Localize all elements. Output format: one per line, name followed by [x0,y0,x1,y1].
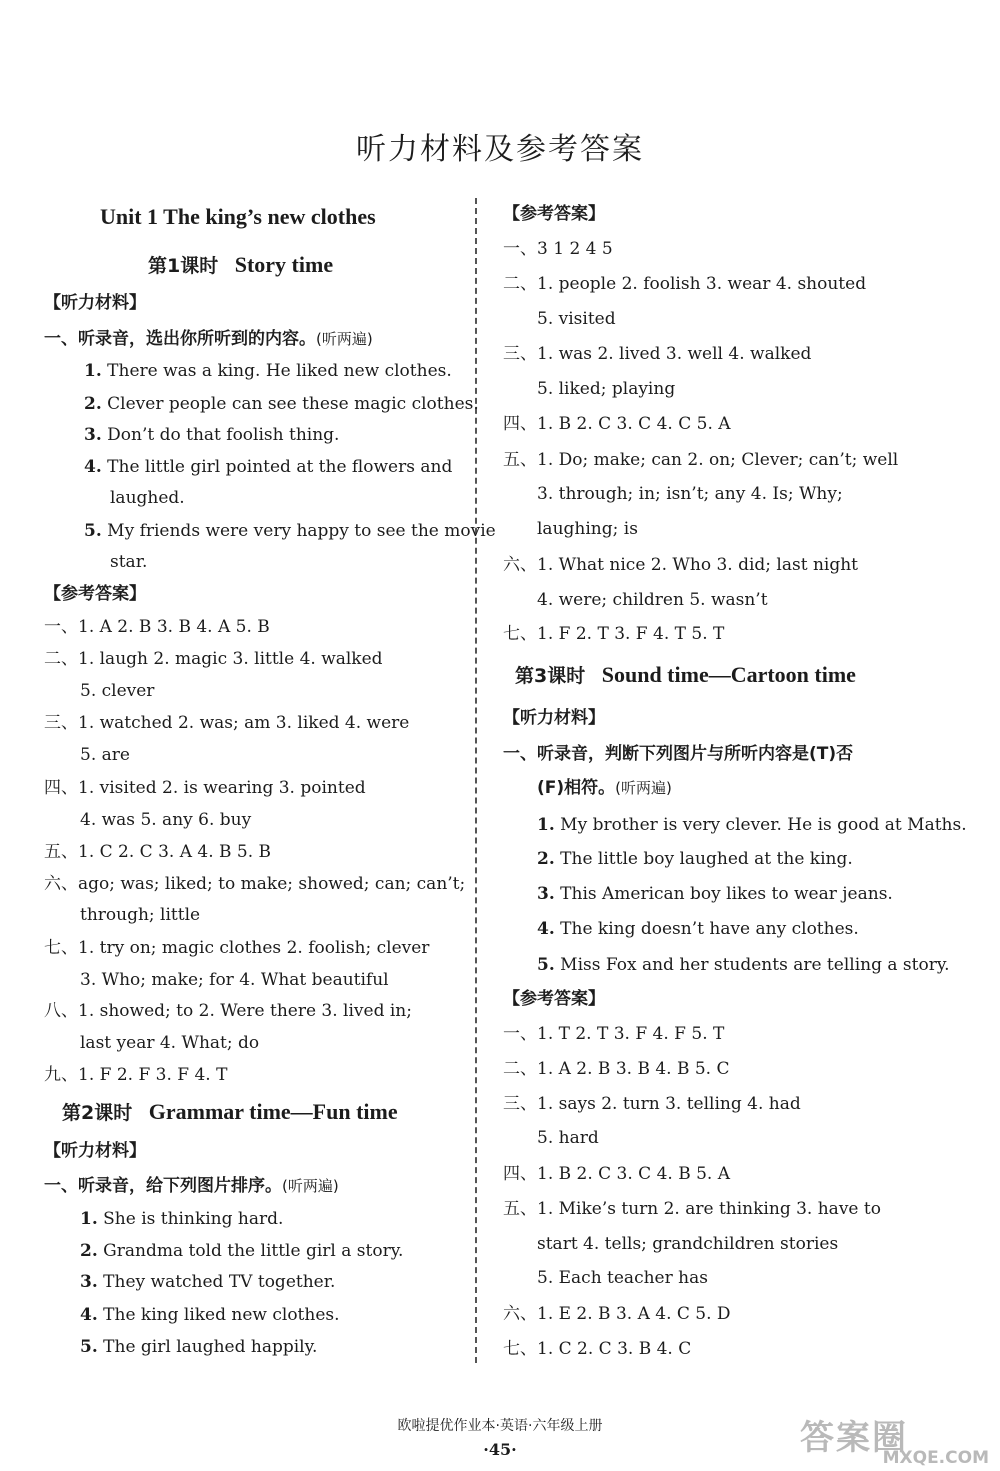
lesson1-number: 第1课时 [148,255,219,277]
instruction-text: 一、听录音，选出你所听到的内容。 [44,329,316,349]
item-number: 1. [84,361,102,381]
answer-line: 4. was 5. any 6. buy [80,810,252,830]
answer-line: 六、1. What nice 2. Who 3. did; last night [503,555,859,575]
lesson3-number: 第3课时 [515,665,586,687]
listening-item [537,848,853,870]
item-number: 4. [84,457,102,477]
instruction-text: (F)相符。 [537,778,616,798]
listening-item [84,424,339,446]
lesson2-name: Grammar time—Fun time [148,1099,398,1124]
item-text: She is thinking hard. [103,1209,284,1229]
lesson1-listening-header: 【听力材料】 [44,293,146,313]
item-number: 4. [537,919,555,939]
divider [475,198,477,1363]
answer-line: 5. visited [537,309,616,329]
listening-item [84,520,496,542]
watermark-logo [800,1410,995,1468]
item-text: Clever people can see these magic clothes. [107,394,479,414]
answer-line: 七、1. C 2. C 3. B 4. C [503,1339,692,1359]
answer-line: 二、1. laugh 2. magic 3. little 4. walked [44,649,383,669]
answer-line: 五、1. Do; make; can 2. on; Clever; can’t; well [503,450,899,470]
answer-line: 四、1. B 2. C 3. C 4. C 5. A [503,414,731,434]
listening-item [84,360,452,382]
answer-line: 3. through; in; isn’t; any 4. Is; Why; [537,484,843,504]
answer-line: 5. clever [80,681,155,701]
item-text: There was a king. He liked new clothes. [107,361,452,381]
item-text: They watched TV together. [103,1272,336,1292]
instruction-note: (听两遍) [316,330,373,348]
item-number: 4. [80,1305,98,1325]
item-number: 1. [80,1209,98,1229]
lesson1-name: Story time [234,252,334,277]
answer-line: 二、1. people 2. foolish 3. wear 4. shouted [503,274,867,294]
item-text: The little boy laughed at the king. [560,849,853,869]
lesson2-task1-instruction [44,1175,339,1197]
watermark-url: MXQE.COM [882,1448,989,1468]
listening-item [84,456,452,478]
item-text: Don’t do that foolish thing. [107,425,340,445]
lesson3-task1-instruction-b [537,777,672,799]
answer-line: 二、1. A 2. B 3. B 4. B 5. C [503,1059,730,1079]
instruction-note: (听两遍) [615,779,672,797]
item-number: 5. [80,1337,98,1357]
answer-line: last year 4. What; do [80,1033,260,1053]
answer-line: 5. Each teacher has [537,1268,708,1288]
item-number: 5. [84,521,102,541]
lesson2-number: 第2课时 [62,1102,133,1124]
lesson3-name: Sound time—Cartoon time [601,662,856,687]
listening-item-cont: star. [110,552,148,572]
answer-line: 5. hard [537,1128,599,1148]
item-text: The king liked new clothes. [103,1305,340,1325]
listening-item [80,1304,340,1326]
answer-line: 七、1. try on; magic clothes 2. foolish; clever [44,938,430,958]
item-text: My friends were very happy to see the movie [107,521,496,541]
answer-line: 三、1. watched 2. was; am 3. liked 4. were [44,713,410,733]
item-text: The little girl pointed at the flowers and [107,457,453,477]
item-number: 2. [80,1241,98,1261]
answer-line: 四、1. B 2. C 3. C 4. B 5. A [503,1164,731,1184]
lesson2-answers-header: 【参考答案】 [503,204,605,224]
answer-line: 5. are [80,745,130,765]
item-text: Miss Fox and her students are telling a story. [560,955,950,975]
answer-line: 九、1. F 2. F 3. F 4. T [44,1065,228,1085]
item-number: 3. [537,884,555,904]
unit-title: Unit 1 The king’s new clothes [100,204,376,229]
answer-line: 一、3 1 2 4 5 [503,239,613,259]
item-number: 3. [80,1272,98,1292]
lesson1-heading [148,254,333,277]
answer-line: 六、1. E 2. B 3. A 4. C 5. D [503,1304,731,1324]
listening-item [537,918,859,940]
lesson2-heading [62,1101,398,1124]
answer-line: start 4. tells; grandchildren stories [537,1234,839,1254]
lesson3-heading [515,664,856,687]
answer-line: 五、1. C 2. C 3. A 4. B 5. B [44,842,272,862]
item-text: The girl laughed happily. [103,1337,318,1357]
lesson1-answers-header: 【参考答案】 [44,584,146,604]
listening-item [537,954,950,976]
listening-item [537,814,967,836]
listening-item [84,393,479,415]
item-number: 1. [537,815,555,835]
answer-line: 五、1. Mike’s turn 2. are thinking 3. have to [503,1199,881,1219]
item-text: The king doesn’t have any clothes. [560,919,859,939]
answer-line: 一、1. T 2. T 3. F 4. F 5. T [503,1024,725,1044]
item-number: 2. [84,394,102,414]
answer-line: laughing; is [537,519,638,539]
answer-line: 八、1. showed; to 2. Were there 3. lived in; [44,1001,412,1021]
page-number: ·45· [483,1440,517,1459]
lesson3-listening-header: 【听力材料】 [503,708,605,728]
listening-item [80,1271,335,1293]
listening-item [80,1336,317,1358]
lesson2-listening-header: 【听力材料】 [44,1141,146,1161]
listening-item [80,1208,283,1230]
item-text: My brother is very clever. He is good at Maths. [560,815,967,835]
footer-book-title: 欧啦提优作业本·英语·六年级上册 [397,1418,603,1434]
answer-line: 四、1. visited 2. is wearing 3. pointed [44,778,366,798]
page-title: 听力材料及参考答案 [356,132,644,167]
answer-line: 三、1. was 2. lived 3. well 4. walked [503,344,812,364]
item-number: 5. [537,955,555,975]
answer-line: 七、1. F 2. T 3. F 4. T 5. T [503,624,725,644]
answer-line: 六、ago; was; liked; to make; showed; can; can’t; [44,874,466,894]
item-text: This American boy likes to wear jeans. [560,884,893,904]
item-number: 2. [537,849,555,869]
listening-item [80,1240,403,1262]
item-number: 3. [84,425,102,445]
answer-line: 3. Who; make; for 4. What beautiful [80,970,389,990]
answer-line: 一、1. A 2. B 3. B 4. A 5. B [44,617,270,637]
listening-item-cont: laughed. [110,488,185,508]
lesson3-task1-instruction-a: 一、听录音，判断下列图片与所听内容是(T)否 [503,744,854,764]
answer-line: 4. were; children 5. wasn’t [537,590,768,610]
watermark-logo-text: 答案圈 [800,1418,908,1458]
item-text: Grandma told the little girl a story. [103,1241,404,1261]
lesson1-task1-instruction [44,328,373,350]
answer-line: through; little [80,905,201,925]
listening-item [537,883,893,905]
lesson3-answers-header: 【参考答案】 [503,989,605,1009]
answer-line: 5. liked; playing [537,379,676,399]
answer-line: 三、1. says 2. turn 3. telling 4. had [503,1094,801,1114]
instruction-note: (听两遍) [282,1177,339,1195]
instruction-text: 一、听录音，给下列图片排序。 [44,1176,282,1196]
